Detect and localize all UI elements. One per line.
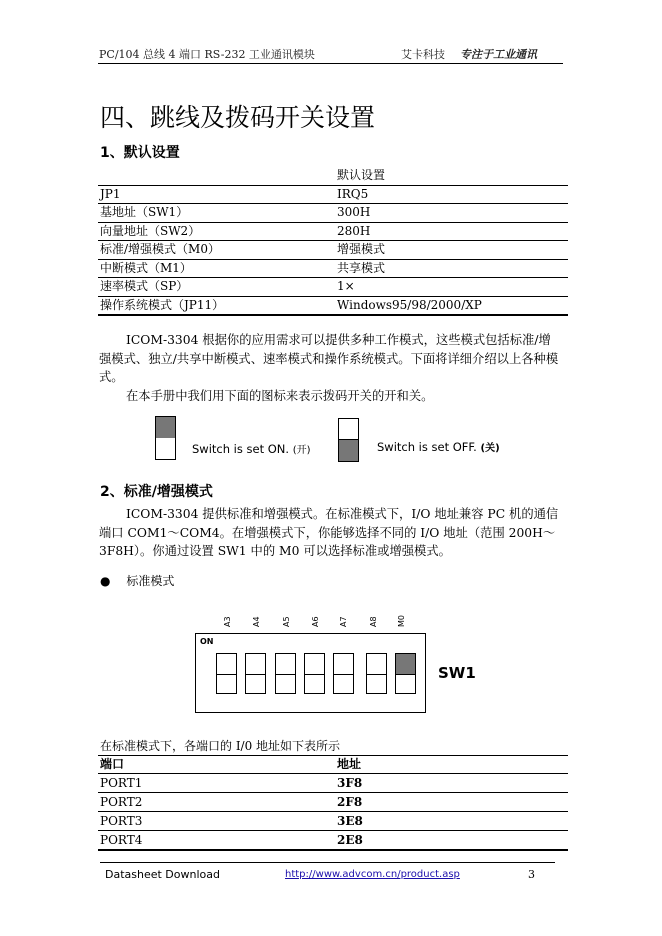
table-cell: 共享模式 — [335, 259, 568, 278]
table-row — [98, 204, 568, 223]
switch-off-text: Switch is set OFF. — [377, 440, 477, 454]
switch-off-cn: (关) — [480, 443, 500, 454]
dip-switch-a6 — [304, 653, 325, 694]
table-cell: 3F8 — [335, 774, 568, 793]
table-header-cell: 地址 — [335, 756, 568, 774]
dip-label: A3 — [223, 616, 232, 627]
table-cell: 280H — [335, 222, 568, 241]
section2-text — [99, 505, 562, 561]
bullet-dot-icon: ● — [100, 574, 111, 588]
dip-label: A7 — [339, 616, 348, 627]
page-number: 3 — [528, 868, 535, 881]
header-title: PC/104 总线 4 端口 RS-232 工业通讯模块 — [99, 48, 315, 61]
page-title: 四、跳线及拨码开关设置 — [100, 103, 376, 132]
switch-on-text: Switch is set ON. — [192, 442, 290, 456]
dip-switch-a4 — [245, 653, 266, 694]
bullet-text: 标准模式 — [126, 574, 175, 588]
dip-label: A5 — [282, 616, 291, 627]
section1-text — [99, 331, 562, 405]
table-row — [98, 774, 568, 793]
table-row — [98, 241, 568, 260]
bullet-standard-mode — [100, 572, 174, 589]
table-row — [98, 793, 568, 812]
header-rule — [98, 63, 563, 64]
table-row — [98, 259, 568, 278]
dip-label: A8 — [369, 616, 378, 627]
table-row — [98, 831, 568, 851]
footer-left: Datasheet Download — [105, 868, 220, 881]
table-row — [98, 185, 568, 204]
footer-rule — [100, 862, 555, 863]
table-row — [98, 222, 568, 241]
dip-switch-name: SW1 — [438, 664, 476, 682]
switch-on-legend-icon — [155, 416, 176, 460]
table-cell: 2E8 — [335, 831, 568, 851]
dip-on-label: ON — [200, 637, 214, 646]
switch-off-legend-icon — [338, 418, 359, 462]
table-header-cell: 端口 — [98, 756, 335, 774]
table-cell: PORT1 — [98, 774, 335, 793]
table-cell: 2F8 — [335, 793, 568, 812]
table-cell: PORT4 — [98, 831, 335, 851]
table-cell: PORT2 — [98, 793, 335, 812]
header-slogan: 专注于工业通讯 — [460, 48, 537, 61]
table-header-cell — [98, 167, 335, 185]
section2-para: ICOM-3304 提供标准和增强模式。在标准模式下，I/O 地址兼容 PC 机的通信端口 COM1～COM4。在增强模式下，你能够选择不同的 I/O 地址（范围 200H～3F8H）。你通过设置 SW1 中的 M0 可以选择标准或增强模式。 — [99, 507, 559, 558]
switch-off-knob-icon — [339, 439, 358, 461]
table-cell: 向量地址（SW2） — [98, 222, 335, 241]
port-address-table — [98, 755, 568, 851]
table-header-row — [98, 756, 568, 774]
dip-switch-a8 — [366, 653, 387, 694]
table-cell: JP1 — [98, 185, 335, 204]
table-cell: 增强模式 — [335, 241, 568, 260]
switch-off-label — [377, 439, 500, 454]
table-cell: PORT3 — [98, 812, 335, 831]
dip-label: A4 — [252, 616, 261, 627]
section1-heading: 1、默认设置 — [100, 145, 180, 161]
table-cell: 300H — [335, 204, 568, 223]
header-company: 艾卡科技 — [401, 48, 445, 61]
table-cell: IRQ5 — [335, 185, 568, 204]
section2-heading: 2、标准/增强模式 — [100, 484, 213, 500]
switch-on-knob-icon — [156, 417, 175, 438]
switch-on-cn: (开) — [292, 445, 311, 456]
table-cell: 1× — [335, 278, 568, 297]
switch-on-label — [192, 441, 311, 456]
table-cell: 3E8 — [335, 812, 568, 831]
dip-switch-sw1 — [195, 633, 426, 713]
table-cell: Windows95/98/2000/XP — [335, 296, 568, 315]
section1-para1: ICOM-3304 根据你的应用需求可以提供多种工作模式，这些模式包括标准/增强模式、独立/共享中断模式、速率模式和操作系统模式。下面将详细介绍以上各种模式。 — [99, 333, 559, 384]
table-cell: 标准/增强模式（M0） — [98, 241, 335, 260]
table-row — [98, 812, 568, 831]
table-row — [98, 296, 568, 315]
port-table-caption: 在标准模式下，各端口的 I/0 地址如下表所示 — [100, 739, 341, 753]
dip-switch-a7 — [333, 653, 354, 694]
table-cell: 中断模式（M1） — [98, 259, 335, 278]
table-header-row — [98, 167, 568, 185]
section1-para2: 在本手册中我们用下面的图标来表示拨码开关的开和关。 — [126, 388, 434, 403]
table-cell: 速率模式（SP） — [98, 278, 335, 297]
dip-label: A6 — [311, 616, 320, 627]
table-cell: 操作系统模式（JP11） — [98, 296, 335, 315]
dip-label: M0 — [397, 615, 406, 627]
dip-switch-m0 — [395, 653, 416, 694]
table-row — [98, 278, 568, 297]
dip-switch-a5 — [275, 653, 296, 694]
table-header-cell: 默认设置 — [335, 167, 568, 185]
table-cell: 基地址（SW1） — [98, 204, 335, 223]
footer-url-link[interactable]: http://www.advcom.cn/product.asp — [285, 869, 460, 880]
default-settings-table — [98, 167, 568, 316]
dip-switch-a3 — [216, 653, 237, 694]
